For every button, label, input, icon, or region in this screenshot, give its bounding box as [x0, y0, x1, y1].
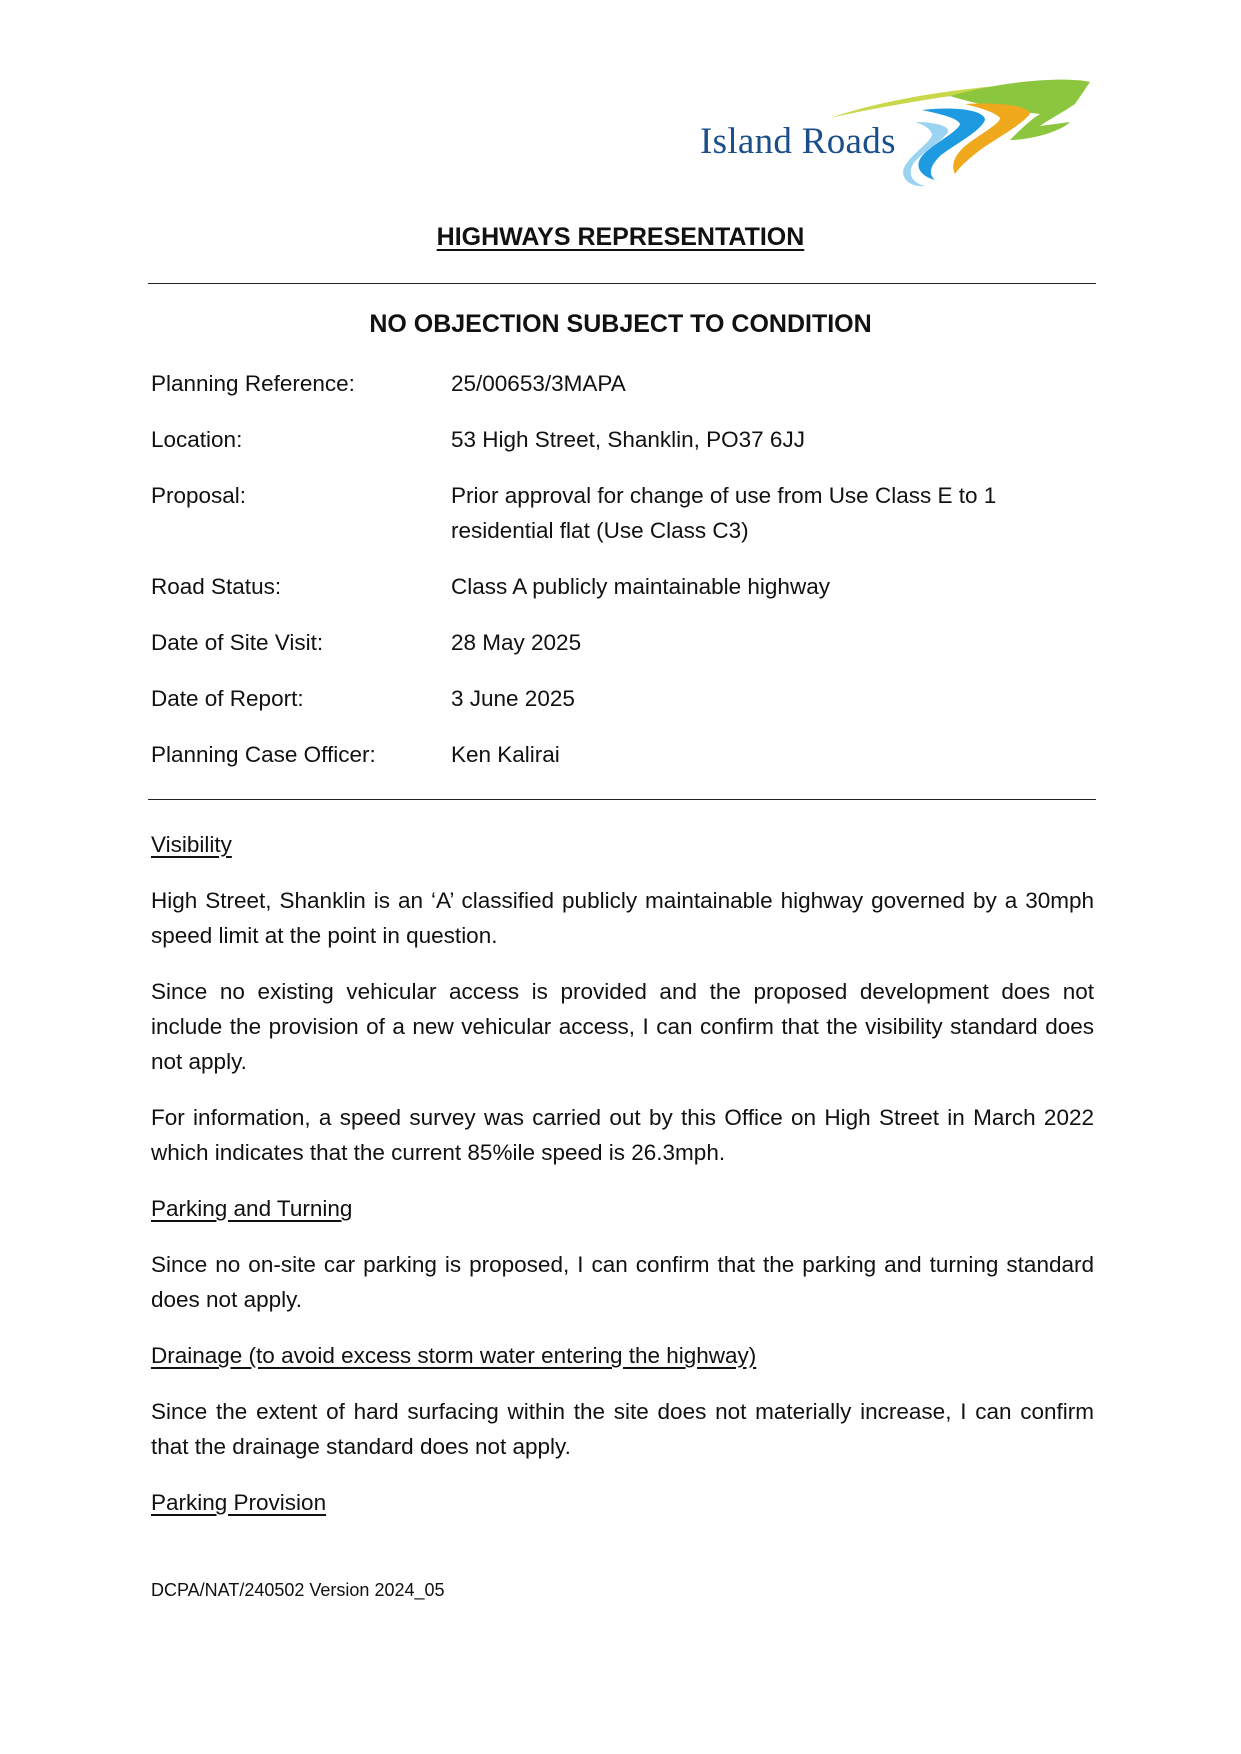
section-heading-drainage: Drainage (to avoid excess storm water entering the highway) — [151, 1343, 757, 1368]
detail-value: 3 June 2025 — [451, 686, 575, 711]
detail-label: Proposal: — [151, 483, 247, 508]
paragraph: Since no on-site car parking is proposed, I can confirm that the parking and turning standard does not apply. — [151, 1252, 1094, 1312]
report-body — [151, 827, 1094, 1541]
detail-row-report-date — [151, 681, 1096, 716]
document-version-footer: DCPA/NAT/240502 Version 2024_05 — [151, 1580, 445, 1600]
detail-value: 25/00653/3MAPA — [451, 371, 626, 396]
detail-row-case-officer — [151, 737, 1096, 772]
section-heading-parking-turning: Parking and Turning — [151, 1196, 353, 1221]
island-roads-logo — [700, 74, 1100, 194]
detail-row-proposal — [151, 478, 1096, 548]
detail-row-location — [151, 422, 1096, 457]
detail-row-road-status — [151, 569, 1096, 604]
detail-value: 53 High Street, Shanklin, PO37 6JJ — [451, 427, 805, 452]
section-heading-visibility: Visibility — [151, 832, 232, 857]
detail-value: Prior approval for change of use from Use Class E to 1 residential flat (Use Class C3) — [451, 483, 997, 543]
details-table — [151, 366, 1096, 793]
verdict-heading: NO OBJECTION SUBJECT TO CONDITION — [369, 310, 872, 338]
top-divider — [148, 283, 1096, 284]
logo-text: Island Roads — [700, 121, 896, 162]
detail-label: Date of Site Visit: — [151, 630, 324, 655]
detail-label: Planning Reference: — [151, 371, 355, 396]
page-title: HIGHWAYS REPRESENTATION — [436, 223, 805, 251]
detail-label: Date of Report: — [151, 686, 304, 711]
detail-value: 28 May 2025 — [451, 630, 582, 655]
paragraph: For information, a speed survey was carried out by this Office on High Street in March 2022 which indicates that the current 85%ile speed is 26.3mph. — [151, 1105, 1094, 1165]
paragraph: Since the extent of hard surfacing within the site does not materially increase, I can confirm that the drainage standard does not apply. — [151, 1399, 1094, 1459]
detail-label: Road Status: — [151, 574, 282, 599]
detail-row-site-visit-date — [151, 625, 1096, 660]
paragraph: High Street, Shanklin is an ‘A’ classified publicly maintainable highway governed by a 30mph speed limit at the point in question. — [151, 888, 1094, 948]
detail-value: Class A publicly maintainable highway — [451, 574, 830, 599]
detail-row-planning-reference — [151, 366, 1096, 401]
detail-value: Ken Kalirai — [451, 742, 560, 767]
paragraph: Since no existing vehicular access is provided and the proposed development does not include the provision of a new vehicular access, I can confirm that the visibility standard does not apply. — [151, 979, 1094, 1074]
detail-label: Planning Case Officer: — [151, 742, 376, 767]
detail-label: Location: — [151, 427, 243, 452]
section-heading-parking-provision: Parking Provision — [151, 1490, 327, 1515]
bottom-divider — [148, 799, 1096, 800]
